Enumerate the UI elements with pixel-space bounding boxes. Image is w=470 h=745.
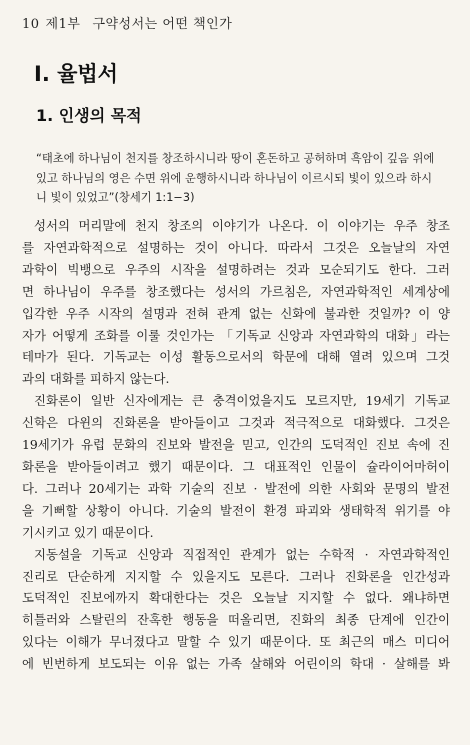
paragraph-2 <box>22 390 450 543</box>
text-line: 다. 그러나 20세기는 과학 기술의 진보 · 발전에 의한 사회와 문명의 발전 <box>22 480 450 496</box>
text-line: 있다는 이해가 무너졌다고 말할 수 있기 때문이다. 또 최근의 매스 미디어 <box>22 634 450 650</box>
text-line: 을 기뻐할 상황이 아니다. 기술의 발전이 환경 파괴와 생태학적 위기를 야 <box>22 502 450 518</box>
text-line: 에 빈번하게 보도되는 이유 없는 가족 살해와 어린이의 학대 · 살해를 봐 <box>22 656 450 672</box>
text-line: 과의 대화를 피하지 않는다. <box>22 371 170 387</box>
text-line: 도덕적인 진보에까지 확대한다는 것은 오늘날 지지할 수 없다. 왜냐하면 <box>22 590 450 606</box>
quote-line: 니 빛이 있었고”(창세기 1:1−3) <box>36 191 195 204</box>
text-line: 히틀러와 스탈린의 잔혹한 행동을 떠올리면, 진화의 최종 단계에 인간이 <box>22 612 450 628</box>
body-text <box>22 215 450 675</box>
text-line: 를 자연과학적으로 설명하는 것이 아니다. 따라서 그것은 오늘날의 자연 <box>22 239 450 255</box>
quote-line: “태초에 하나님이 천지를 창조하시니라 땅이 혼돈하고 공허하며 흑암이 깊음 위에 <box>36 152 435 165</box>
scripture-quote <box>36 149 442 208</box>
text-line: 성서의 머리말에 천지 창조의 이야기가 나온다. 이 이야기는 우주 창조 <box>34 218 450 233</box>
text-line: 신학은 다윈의 진화론을 받아들이고 그것과 적극적으로 대화했다. 그것은 <box>22 415 450 431</box>
text-line: 진화론이 일반 신자에게는 큰 충격이었을지도 모르지만, 19세기 기독교 <box>34 393 450 409</box>
text-line: 면 하나님이 우주를 창조했다는 성서의 가르침은, 자연과학적인 세계상에 <box>22 283 450 299</box>
text-line: 진리로 단순하게 지지할 수 있을지도 모른다. 그러나 진화론을 인간성과 <box>22 568 450 584</box>
text-line: 과학이 빅뱅으로 우주의 시작을 설명하려는 것과 모순되기도 한다. 그러 <box>22 261 450 277</box>
page-number: 10 <box>22 17 40 32</box>
paragraph-1 <box>22 215 450 390</box>
text-line: 자가 어떻게 조화를 이룰 것인가는 「기독교 신앙과 자연과학의 대화」라는 <box>22 327 450 343</box>
running-head <box>22 13 232 32</box>
text-line: 테마가 된다. 기독교는 이성 활동으로서의 학문에 대해 열려 있으며 그것 <box>22 349 450 365</box>
text-line: 19세기가 유럽 문화의 진보와 발전을 믿고, 인간의 도덕적인 진보 속에 진 <box>22 437 450 453</box>
chapter-title: Ⅰ. 율법서 <box>34 62 118 86</box>
paragraph-3 <box>22 544 450 675</box>
quote-line: 있고 하나님의 영은 수면 위에 운행하시니라 하나님이 이르시되 빛이 있으라 하시 <box>36 171 433 185</box>
text-line: 기시키고 있기 때문이다. <box>22 524 154 540</box>
section-title: 1. 인생의 목적 <box>36 106 142 125</box>
part-label: 제1부 <box>45 17 81 32</box>
chapter-label: 구약성서는 어떤 책인가 <box>92 17 233 32</box>
text-line: 지동설을 기독교 신앙과 직접적인 관계가 없는 수학적 · 자연과학적인 <box>34 546 450 562</box>
text-line: 화론을 받아들이려고 했기 때문이다. 그 대표적인 인물이 슐라이어마허이 <box>22 458 450 474</box>
text-line: 입각한 우주 시작의 설명과 전혀 관계 없는 신화에 불과한 것일까? 이 양 <box>22 305 450 321</box>
